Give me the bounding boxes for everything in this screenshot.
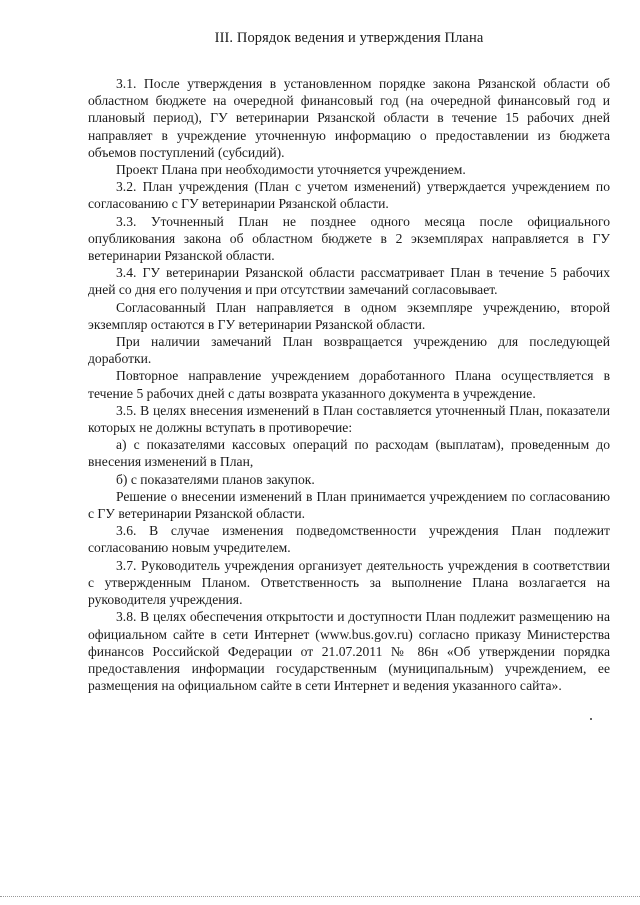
paragraph-3-8: 3.8. В целях обеспечения открытости и доступности План подлежит размещению на официальном сайте в сети Интернет (www.bus.gov.ru) согласно приказу Министерства финансов Российской Федерации от 21.07.2011 № 86н «Об утверждении порядка предоставления информации государственным (муниципальным) учреждением, ее размещения на официальном сайте в сети Интернет и ведения указанного сайта».	[88, 609, 610, 694]
paragraph-resubmission: Повторное направление учреждением доработанного Плана осуществляется в течение 5 рабочих дней с даты возврата указанного документа в учреждение.	[88, 368, 610, 401]
scan-edge-line	[0, 896, 640, 897]
paragraph-3-6: 3.6. В случае изменения подведомственности учреждения План подлежит согласованию новым учредителем.	[88, 523, 610, 556]
paragraph-change-decision: Решение о внесении изменений в План принимается учреждением по согласованию с ГУ ветеринарии Рязанской области.	[88, 488, 610, 522]
paragraph-3-4: 3.4. ГУ ветеринарии Рязанской области рассматривает План в течение 5 рабочих дней со дня его получения и при отсутствии замечаний согласовывает.	[88, 265, 610, 298]
paragraph-3-2: 3.2. План учреждения (План с учетом изменений) утверждается учреждением по согласованию с ГУ ветеринарии Рязанской области.	[88, 179, 610, 212]
document-page	[88, 30, 610, 694]
paragraph-3-3: 3.3. Уточненный План не позднее одного месяца после официального опубликования закона об областном бюджете в 2 экземплярах направляется в ГУ ветеринарии Рязанской области.	[88, 213, 610, 264]
paragraph-3-1: 3.1. После утверждения в установленном порядке закона Рязанской области об областном бюджете на очередной финансовый год (на очередной финансовый год и плановый период), ГУ ветеринарии Рязанской области в течение 15 рабочих дней направляет в учреждение уточненную информацию о предоставлении из бюджета объемов поступлений (субсидий).	[88, 76, 610, 160]
paragraph-3-5-b: б) с показателями планов закупок.	[116, 471, 315, 487]
paragraph-approved-plan-sent: Согласованный План направляется в одном экземпляре учреждению, второй экземпляр остаются в ГУ ветеринарии Рязанской области.	[88, 299, 610, 332]
paragraph-remarks-returned: При наличии замечаний План возвращается учреждению для последующей доработки.	[88, 334, 610, 367]
paragraph-draft-clarified: Проект Плана при необходимости уточняется учреждением.	[116, 162, 466, 178]
paragraph-3-5-a: а) с показателями кассовых операций по расходам (выплатам), проведенным до внесения изменений в План,	[88, 437, 610, 470]
scan-speck	[590, 718, 592, 720]
paragraph-3-5: 3.5. В целях внесения изменений в План составляется уточненный План, показатели которых не должны вступать в противоречие:	[88, 402, 610, 436]
paragraph-3-7: 3.7. Руководитель учреждения организует деятельность учреждения в соответствии с утвержденным Планом. Ответственность за выполнение Плана возлагается на руководителя учреждения.	[88, 557, 610, 608]
section-heading: III. Порядок ведения и утверждения Плана	[214, 30, 484, 46]
